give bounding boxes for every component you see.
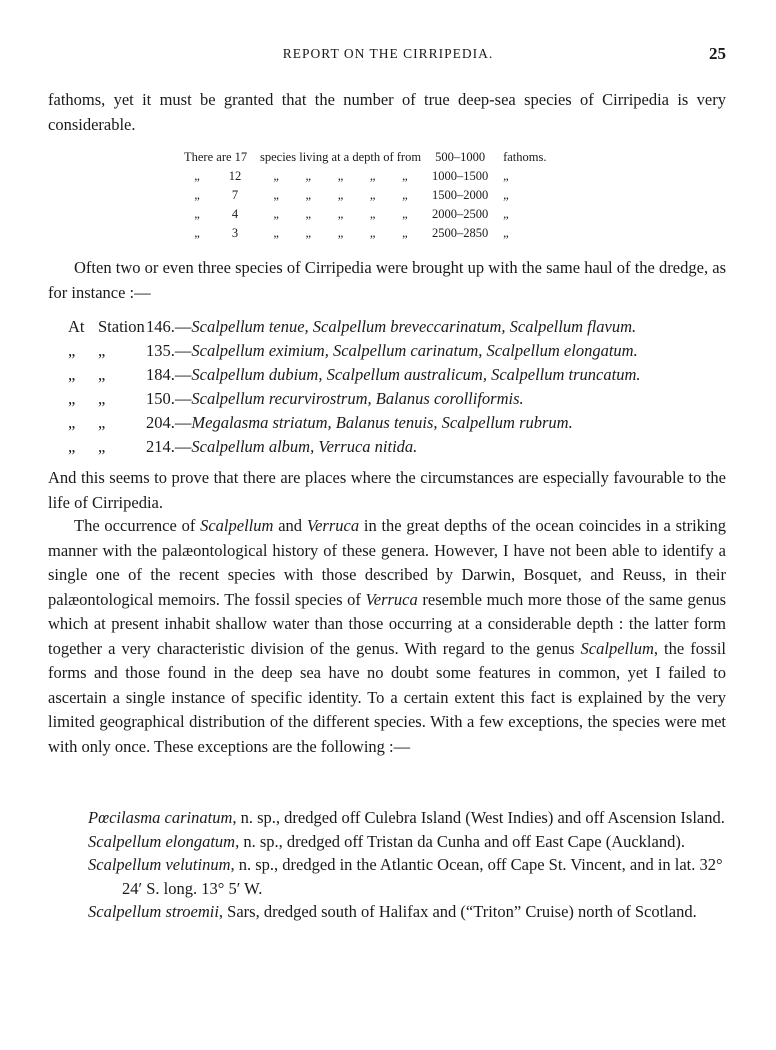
ditto-mark: „ bbox=[337, 207, 344, 221]
station-label-a: „ bbox=[68, 341, 76, 360]
station-row bbox=[68, 387, 728, 411]
station-row bbox=[68, 411, 728, 435]
ditto-mark: „ bbox=[402, 188, 408, 202]
depth-row-range: 2500–2850 bbox=[431, 226, 489, 240]
station-species: Scalpellum recurvirostrum, Balanus corolliformis. bbox=[191, 389, 524, 408]
station-number: 184.— bbox=[146, 365, 192, 384]
ditto-mark: „ bbox=[337, 169, 344, 183]
ditto-mark: „ bbox=[402, 226, 408, 240]
ditto-mark: „ bbox=[305, 207, 312, 221]
depth-row-count: 7 bbox=[231, 188, 239, 202]
page-number: 25 bbox=[709, 44, 726, 63]
depth-row-lead: „ bbox=[194, 188, 200, 202]
depth-row-range: 2000–2500 bbox=[431, 207, 489, 221]
station-label-a: At bbox=[68, 317, 85, 336]
ditto-mark: „ bbox=[369, 169, 376, 183]
ditto-mark: „ bbox=[305, 169, 312, 183]
station-label-b: „ bbox=[98, 437, 106, 456]
station-label-a: „ bbox=[68, 437, 76, 456]
station-species: Scalpellum album, Verruca nitida. bbox=[191, 437, 418, 456]
ditto-mark: „ bbox=[369, 226, 376, 240]
station-number: 150.— bbox=[146, 389, 192, 408]
station-label-a: „ bbox=[68, 365, 76, 384]
ditto-mark: „ bbox=[402, 169, 408, 183]
text-run: , the fossil forms and those found in the deep sea have no doubt some features in common, yet I failed to ascertain a single instance of specific identity. To a certain extent this fact is explained by the very limited geographical distribution of the different species. With a few exceptions, the species were met with only once. These exceptions are the following :— bbox=[48, 638, 726, 756]
station-label-b: „ bbox=[98, 341, 106, 360]
station-row bbox=[68, 315, 728, 339]
depth-row-mid: species living at a depth of from bbox=[260, 150, 422, 164]
depth-row bbox=[184, 186, 546, 205]
depth-row-count: 17 bbox=[234, 150, 248, 164]
station-species: Megalasma striatum, Balanus tenuis, Scalpellum rubrum. bbox=[191, 413, 573, 432]
depth-row-unit: fathoms. bbox=[503, 150, 547, 164]
depth-row-unit: „ bbox=[503, 226, 509, 240]
genus-name: Verruca bbox=[306, 516, 360, 535]
paragraph-palaeontology bbox=[48, 514, 726, 759]
depth-row-count: 3 bbox=[231, 226, 239, 240]
station-row bbox=[68, 363, 728, 387]
station-label-b: Station bbox=[98, 317, 145, 336]
ditto-mark: „ bbox=[305, 226, 312, 240]
depth-row-range: 1500–2000 bbox=[431, 188, 489, 202]
station-species: Scalpellum eximium, Scalpellum carinatum, Scalpellum elongatum. bbox=[191, 341, 638, 360]
station-label-b: „ bbox=[98, 413, 106, 432]
genus-name: Scalpellum bbox=[200, 516, 274, 535]
species-name: Scalpellum velutinum bbox=[88, 855, 231, 874]
genus-name: Verruca bbox=[365, 589, 418, 609]
species-name: Pœcilasma carinatum bbox=[88, 808, 233, 827]
ditto-mark: „ bbox=[369, 207, 376, 221]
exception-text: , n. sp., dredged in the Atlantic Ocean, off Cape St. Vincent, and in lat. 32° 24′ S. long. 13° 5′ W. bbox=[122, 855, 723, 898]
depth-row-lead: „ bbox=[194, 169, 200, 183]
text-run: resemble much more those of the same genus which at present inhabit shallow water than those occurring at a considerable depth : the latter form together a very characteristic division of the genus. With regard to the genus bbox=[48, 589, 726, 658]
text-run: and bbox=[273, 516, 307, 535]
station-row bbox=[68, 339, 728, 363]
ditto-mark: „ bbox=[402, 207, 408, 221]
ditto-mark: „ bbox=[273, 207, 279, 221]
depth-row bbox=[184, 167, 546, 186]
station-number: 214.— bbox=[146, 437, 192, 456]
station-label-b: „ bbox=[98, 365, 106, 384]
ditto-mark: „ bbox=[273, 226, 279, 240]
exception-entry bbox=[88, 853, 726, 900]
exception-text: , n. sp., dredged off Culebra Island (West Indies) and off Ascension Island. bbox=[232, 808, 725, 827]
depth-row-lead: „ bbox=[194, 226, 200, 240]
exceptions-list bbox=[88, 806, 726, 924]
species-name: Scalpellum stroemii bbox=[88, 902, 219, 921]
depth-row-unit: „ bbox=[503, 207, 509, 221]
ditto-mark: „ bbox=[369, 188, 376, 202]
depth-row-lead: „ bbox=[194, 207, 200, 221]
station-label-a: „ bbox=[68, 389, 76, 408]
station-species: Scalpellum tenue, Scalpellum breveccarinatum, Scalpellum flavum. bbox=[191, 317, 637, 336]
ditto-mark: „ bbox=[337, 188, 344, 202]
depth-row-lead: There are bbox=[184, 150, 232, 164]
species-name: Scalpellum elongatum bbox=[88, 831, 236, 851]
exception-text: , Sars, dredged south of Halifax and (“Triton” Cruise) north of Scotland. bbox=[218, 902, 697, 921]
paragraph-fathoms: fathoms, yet it must be granted that the number of true deep-sea species of Cirripedia is very considerable. bbox=[48, 90, 726, 134]
ditto-mark: „ bbox=[273, 188, 279, 202]
depth-row-count: 12 bbox=[228, 169, 242, 183]
station-species: Scalpellum dubium, Scalpellum australicum, Scalpellum truncatum. bbox=[191, 365, 641, 384]
depth-row-range: 500–1000 bbox=[435, 150, 486, 164]
exception-text: , n. sp., dredged off Tristan da Cunha and off East Cape (Auckland). bbox=[235, 831, 685, 851]
depth-row-count: 4 bbox=[231, 207, 239, 221]
station-list bbox=[68, 315, 728, 459]
ditto-mark: „ bbox=[273, 169, 279, 183]
station-label-a: „ bbox=[68, 413, 76, 432]
depth-row-range: 1000–1500 bbox=[431, 169, 489, 183]
paragraph-favourable-places: And this seems to prove that there are places where the circumstances are especially favourable to the life of Cirripedia. bbox=[48, 468, 726, 512]
depth-row bbox=[184, 205, 546, 224]
depth-table bbox=[184, 148, 546, 243]
text-run: The occurrence of bbox=[74, 516, 201, 535]
station-row bbox=[68, 435, 728, 459]
station-number: 135.— bbox=[146, 341, 192, 360]
running-title: REPORT ON THE CIRRIPEDIA. bbox=[282, 46, 494, 61]
station-label-b: „ bbox=[98, 389, 106, 408]
exception-entry bbox=[88, 830, 726, 854]
depth-row-unit: „ bbox=[503, 169, 509, 183]
ditto-mark: „ bbox=[305, 188, 312, 202]
depth-row bbox=[184, 224, 546, 243]
exception-entry bbox=[88, 900, 726, 924]
depth-row-unit: „ bbox=[503, 188, 509, 202]
ditto-mark: „ bbox=[337, 226, 344, 240]
station-number: 204.— bbox=[146, 413, 192, 432]
exception-entry bbox=[88, 806, 726, 830]
paragraph-dredge-hauls: Often two or even three species of Cirripedia were brought up with the same haul of the dredge, as for instance :— bbox=[48, 258, 726, 302]
depth-row bbox=[184, 148, 546, 167]
station-number: 146.— bbox=[146, 317, 192, 336]
genus-name: Scalpellum bbox=[580, 638, 654, 658]
text-run: in the great depths of the ocean coincides in a striking manner with the palæontological history of these genera. However, I have not been able to identify a single one of the recent species with those described by Darwin, Bosquet, and Reuss, in their palæontological memoirs. The fossil species of bbox=[48, 516, 726, 609]
